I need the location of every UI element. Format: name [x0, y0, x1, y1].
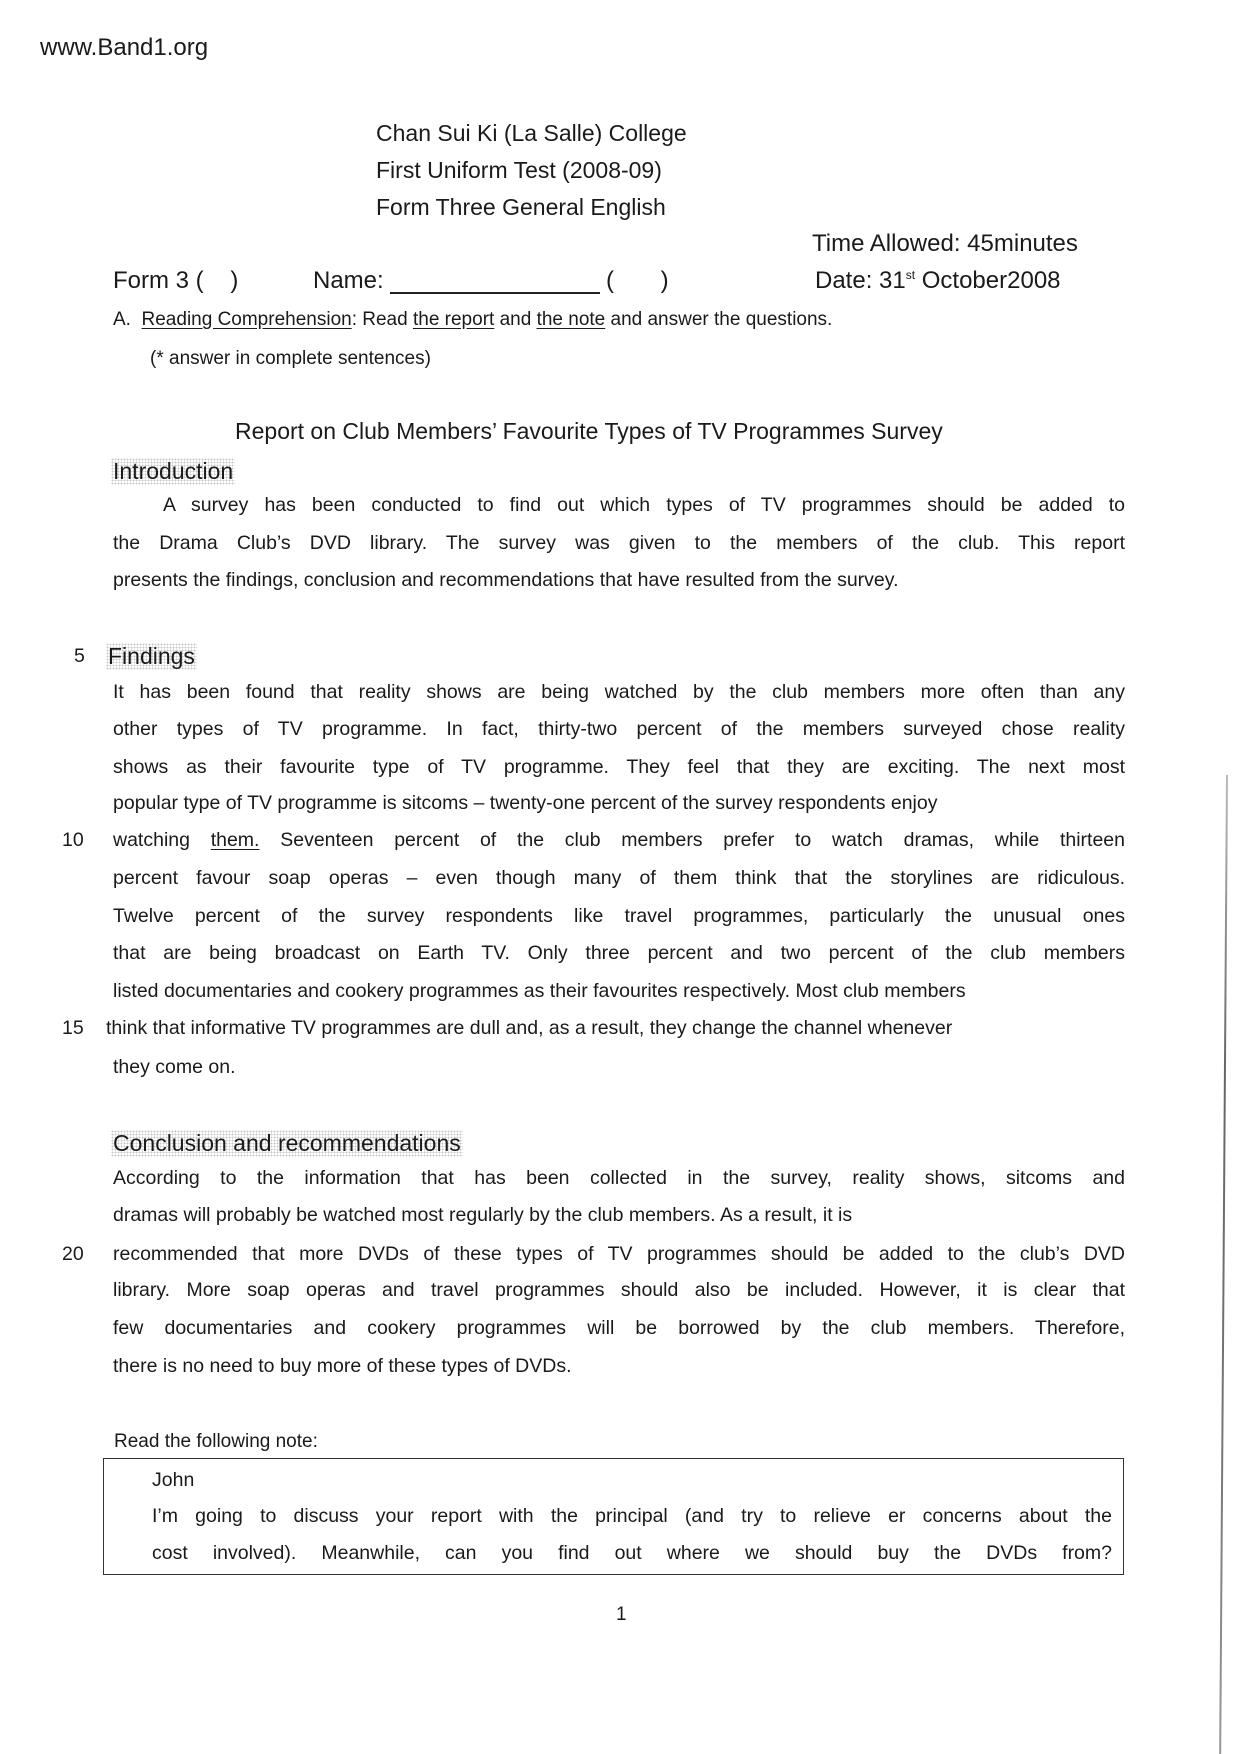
conclusion-line: there is no need to buy more of these types of DVDs. — [113, 1355, 572, 1377]
findings-line: think that informative TV programmes are dull and, as a result, they change the channel whenever — [106, 1017, 953, 1039]
underlined-word: them. — [210, 829, 260, 851]
ref-note: the note — [536, 309, 606, 330]
date-month-year: October2008 — [915, 267, 1061, 294]
findings-line — [113, 829, 1125, 852]
answer-instruction: (* answer in complete sentences) — [150, 348, 431, 369]
section-letter: A. — [113, 309, 131, 330]
line-number: 15 — [62, 1017, 84, 1039]
ref-report: the report — [412, 309, 495, 330]
findings-line: shows as their favourite type of TV programme. They feel that they are exciting. The next most — [113, 756, 1125, 778]
intro-line: A survey has been conducted to find out which types of TV programmes should be added to — [163, 494, 1125, 516]
form-class-field[interactable]: Form 3 ( ) — [113, 267, 239, 294]
findings-text: watching — [113, 829, 211, 851]
findings-line: they come on. — [113, 1056, 236, 1078]
findings-line: popular type of TV programme is sitcoms – twenty-one percent of the survey respondents enjoy — [113, 792, 938, 814]
report-title: Report on Club Members’ Favourite Types of TV Programmes Survey — [235, 418, 943, 444]
class-number-field[interactable]: ( ) — [606, 267, 669, 294]
note-addressee: John — [152, 1469, 195, 1491]
intro-line: the Drama Club’s DVD library. The survey was given to the members of the club. This report — [113, 532, 1125, 554]
page-number: 1 — [616, 1604, 627, 1625]
findings-line: listed documentaries and cookery programmes as their favourites respectively. Most club members — [113, 980, 966, 1002]
findings-line: that are being broadcast on Earth TV. Only three percent and two percent of the club members — [113, 942, 1125, 964]
intro-line: presents the findings, conclusion and recommendations that have resulted from the survey. — [113, 569, 899, 591]
findings-text: Seventeen percent of the club members prefer to watch dramas, while thirteen — [280, 829, 1125, 851]
conclusion-line: dramas will probably be watched most regularly by the club members. As a result, it is — [113, 1204, 853, 1226]
time-allowed: Time Allowed: 45minutes — [812, 230, 1078, 257]
name-label: Name: — [313, 267, 384, 294]
subject-name: Form Three General English — [376, 194, 666, 220]
conclusion-line: few documentaries and cookery programmes will be borrowed by the club members. Therefore, — [113, 1317, 1125, 1339]
note-intro: Read the following note: — [114, 1431, 318, 1452]
conclusion-line: According to the information that has been collected in the survey, reality shows, sitcoms and — [113, 1167, 1125, 1189]
section-title: Reading Comprehension — [141, 309, 352, 330]
exam-date — [815, 267, 1061, 295]
findings-line: percent favour soap operas – even though many of them think that the storylines are ridiculous. — [113, 867, 1125, 889]
line-number: 20 — [62, 1243, 84, 1265]
school-name: Chan Sui Ki (La Salle) College — [376, 120, 687, 146]
findings-line: other types of TV programme. In fact, thirty-two percent of the members surveyed chose reality — [113, 718, 1125, 740]
instruction-text: and answer the questions. — [605, 309, 833, 330]
findings-line: It has been found that reality shows are being watched by the club members more often than any — [113, 681, 1125, 703]
line-number: 5 — [74, 645, 85, 667]
findings-heading: Findings — [108, 643, 195, 669]
date-suffix: st — [905, 268, 916, 282]
introduction-heading: Introduction — [113, 458, 234, 484]
test-name: First Uniform Test (2008-09) — [376, 157, 662, 183]
findings-line: Twelve percent of the survey respondents like travel programmes, particularly the unusual ones — [113, 905, 1125, 927]
watermark: www.Band1.org — [40, 34, 209, 61]
scan-artifact-line — [1219, 775, 1228, 1754]
section-instruction — [113, 309, 832, 331]
conclusion-line: recommended that more DVDs of these types of TV programmes should be added to the club’s DVD — [113, 1243, 1125, 1265]
note-line: I’m going to discuss your report with the principal (and try to relieve er concerns about the — [152, 1505, 1112, 1527]
date-day: Date: 31 — [815, 267, 906, 294]
instruction-text: and — [494, 309, 537, 330]
instruction-text: : Read — [351, 309, 413, 330]
conclusion-line: library. More soap operas and travel programmes should also be included. However, it is clear that — [113, 1279, 1125, 1301]
line-number: 10 — [62, 829, 84, 851]
name-input-line[interactable] — [390, 292, 600, 294]
note-line: cost involved). Meanwhile, can you find out where we should buy the DVDs from? — [152, 1542, 1112, 1564]
conclusion-heading: Conclusion and recommendations — [113, 1130, 461, 1156]
